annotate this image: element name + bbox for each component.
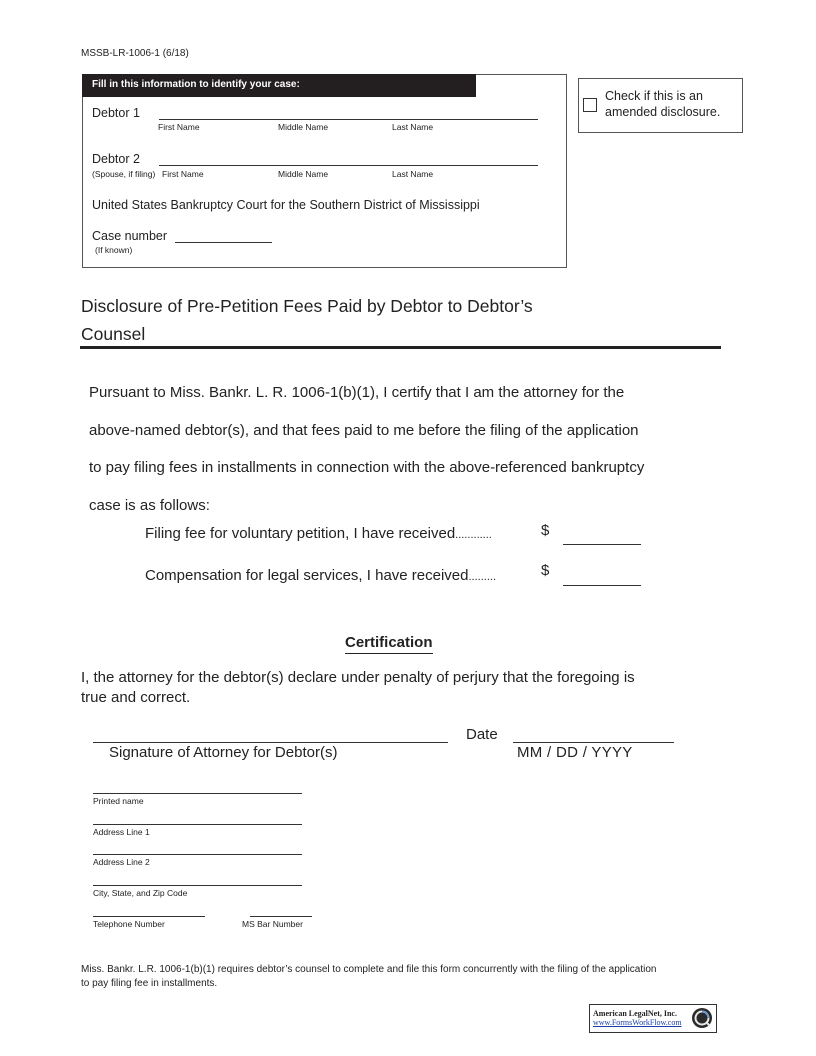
address-line1-field[interactable] bbox=[93, 824, 302, 825]
body-line1: Pursuant to Miss. Bankr. L. R. 1006-1(b)(1), I certify that I am the attorney for the bbox=[89, 384, 625, 401]
declaration-text bbox=[81, 668, 681, 708]
telephone-field[interactable] bbox=[93, 916, 205, 917]
address-line2-field[interactable] bbox=[93, 854, 302, 855]
city-state-zip-label: City, State, and Zip Code bbox=[93, 888, 188, 898]
compensation-leader: ......... bbox=[468, 571, 497, 583]
compensation-currency: $ bbox=[541, 562, 550, 579]
certification-paragraph bbox=[89, 374, 709, 524]
declaration-line2: true and correct. bbox=[81, 689, 191, 706]
logo-company-name: American LegalNet, Inc. bbox=[593, 1009, 677, 1018]
telephone-label: Telephone Number bbox=[93, 919, 165, 929]
compensation-row bbox=[145, 567, 496, 584]
signature-label: Signature of Attorney for Debtor(s) bbox=[109, 744, 338, 761]
declaration-line1: I, the attorney for the debtor(s) declare under penalty of perjury that the foregoing is bbox=[81, 669, 635, 686]
debtor2-middle-name-label: Middle Name bbox=[278, 169, 329, 179]
debtor1-name-field[interactable] bbox=[159, 119, 538, 120]
footer-line1: Miss. Bankr. L.R. 1006-1(b)(1) requires debtor’s counsel to complete and file this form concurrently with the filing of the application bbox=[81, 964, 657, 975]
date-field[interactable] bbox=[513, 742, 674, 743]
body-line4: case is as follows: bbox=[89, 496, 210, 514]
if-known-note: (If known) bbox=[95, 245, 133, 255]
filing-fee-currency: $ bbox=[541, 522, 550, 539]
title-line1: Disclosure of Pre-Petition Fees Paid by Debtor to Debtor’s bbox=[81, 296, 533, 316]
case-number-label: Case number bbox=[92, 229, 168, 243]
bar-number-field[interactable] bbox=[250, 916, 312, 917]
printed-name-field[interactable] bbox=[93, 793, 302, 794]
debtor1-last-name-label: Last Name bbox=[392, 122, 434, 132]
debtor2-first-name-label: First Name bbox=[162, 169, 204, 179]
signature-field[interactable] bbox=[93, 742, 448, 743]
footer-note bbox=[81, 963, 721, 991]
debtor1-label: Debtor 1 bbox=[92, 106, 140, 120]
court-name: United States Bankruptcy Court for the Southern District of Mississippi bbox=[92, 198, 480, 212]
footer-line2: to pay filing fee in installments. bbox=[81, 978, 218, 989]
page-title bbox=[81, 292, 641, 348]
body-line2: above-named debtor(s), and that fees paid to me before the filing of the application bbox=[89, 421, 639, 439]
filing-fee-amount-field[interactable] bbox=[563, 544, 641, 545]
filing-fee-leader: ............ bbox=[455, 529, 492, 541]
city-state-zip-field[interactable] bbox=[93, 885, 302, 886]
debtor1-middle-name-label: Middle Name bbox=[278, 122, 329, 132]
case-info-header: Fill in this information to identify your case: bbox=[82, 74, 476, 97]
case-number-field[interactable] bbox=[175, 242, 272, 243]
title-divider bbox=[80, 346, 721, 349]
compensation-amount-field[interactable] bbox=[563, 585, 641, 586]
globe-icon bbox=[691, 1007, 713, 1029]
amended-line2: amended disclosure. bbox=[605, 105, 721, 119]
filing-fee-row bbox=[145, 525, 492, 542]
compensation-label: Compensation for legal services, I have received bbox=[145, 567, 469, 584]
debtor2-name-field[interactable] bbox=[159, 165, 538, 166]
filing-fee-label: Filing fee for voluntary petition, I have received bbox=[145, 525, 456, 542]
title-line2: Counsel bbox=[81, 324, 146, 344]
amended-checkbox[interactable] bbox=[583, 98, 597, 112]
debtor2-last-name-label: Last Name bbox=[392, 169, 434, 179]
body-line3: to pay filing fees in installments in connection with the above-referenced bankruptcy bbox=[89, 459, 645, 476]
date-format-hint: MM / DD / YYYY bbox=[517, 744, 633, 761]
address-line2-label: Address Line 2 bbox=[93, 857, 150, 867]
debtor1-first-name-label: First Name bbox=[158, 122, 200, 132]
printed-name-label: Printed name bbox=[93, 796, 144, 806]
debtor2-label: Debtor 2 bbox=[92, 152, 140, 166]
spouse-note: (Spouse, if filing) bbox=[92, 169, 156, 179]
certification-heading: Certification bbox=[345, 634, 433, 654]
bar-number-label: MS Bar Number bbox=[242, 919, 303, 929]
form-code: MSSB-LR-1006-1 (6/18) bbox=[81, 48, 189, 59]
date-label: Date bbox=[466, 726, 498, 743]
logo-website-link[interactable]: www.FormsWorkFlow.com bbox=[593, 1018, 682, 1027]
amended-disclosure-text bbox=[605, 88, 735, 120]
amended-line1: Check if this is an bbox=[605, 89, 703, 103]
address-line1-label: Address Line 1 bbox=[93, 827, 150, 837]
